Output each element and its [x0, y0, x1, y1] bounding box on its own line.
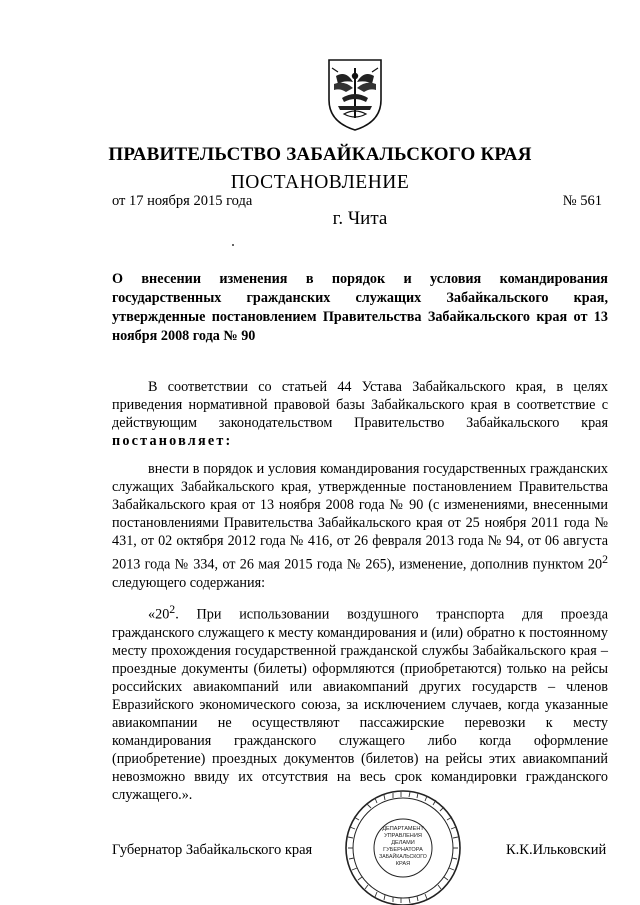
signatory-name: К.К.Ильковский — [506, 842, 607, 858]
government-title: ПРАВИТЕЛЬСТВО ЗАБАЙКАЛЬСКОГО КРАЯ — [108, 144, 532, 165]
scan-speck — [232, 244, 234, 246]
amendment-text-b: следующего содержания: — [112, 574, 266, 591]
preamble-paragraph — [112, 378, 608, 450]
document-type: ПОСТАНОВЛЕНИЕ — [230, 172, 410, 193]
stamp-center-line-4: ГУБЕРНАТОРА — [383, 847, 423, 853]
stamp-center-line-3: ДЕЛАМИ — [391, 840, 415, 846]
stamp-center-line-1: ДЕПАРТАМЕНТ — [382, 826, 424, 832]
preamble-text: В соответствии со статьей 44 Устава Забайкальского края, в целях приведения нормативной правовой базы Забайкальского края в соответствие с действующим законодательством Правительство Забайкальского края — [112, 379, 608, 431]
amendment-text-a: внести в порядок и условия командирования государственных гражданских служащих Забайкальского края, утвержденные постановлением Правительства Забайкальского края от 13 ноября 2008 года № 90 (с изменениями, внесенными постановлениями Правительства Забайкальского края от 25 ноября 2011 года № 431, от 02 октября 2012 года № 416, от 26 февраля 2013 года № 94, от 06 августа 2013 года № 334, от 26 мая 2015 года № 265), изменение, дополнив пунктом 20 — [112, 461, 608, 573]
document-number: № 561 — [562, 193, 602, 209]
amendment-superscript: 2 — [602, 552, 608, 566]
stamp-center-line-6: КРАЯ — [395, 861, 411, 867]
coat-of-arms-emblem — [322, 54, 388, 132]
resolves-keyword: постановляет: — [112, 433, 233, 449]
official-stamp — [337, 786, 467, 905]
amendment-paragraph — [112, 460, 608, 592]
stamp-center-line-2: УПРАВЛЕНИЯ — [384, 833, 422, 839]
stamp-center-line-5: ЗАБАЙКАЛЬСКОГО — [379, 854, 427, 860]
signatory-position: Губернатор Забайкальского края — [112, 842, 313, 858]
clause-superscript: 2 — [169, 602, 176, 616]
clause-text-b: . При использовании воздушного транспорта для проезда гражданского служащего к месту командирования и (или) обратно к постоянному месту прохождения государственной гражданской службы Забайкальского края – проездные документы (билеты) оформляются (приобретаются) только на рейсы российских авиакомпаний или авиакомпаний других государств – членов Евразийского экономического союза, за исключением случаев, когда указанные авиакомпании не осуществляют пассажирские перевозки к месту командирования гражданского служащего либо когда оформление (приобретение) проездных документов (билетов) на рейсы этих авиакомпаний невозможно ввиду их отсутствия на весь срок командировки гражданского служащего.». — [112, 606, 608, 803]
document-city: г. Чита — [332, 208, 388, 229]
new-clause-paragraph — [112, 600, 608, 804]
clause-text-a: «20 — [148, 606, 170, 623]
document-date: от 17 ноября 2015 года — [112, 193, 253, 209]
document-subject: О внесении изменения в порядок и условия командирования государственных гражданских служащих Забайкальского края, утвержденные постановлением Правительства Забайкальского края от 13 ноября 2008 года № 90 — [112, 271, 608, 344]
